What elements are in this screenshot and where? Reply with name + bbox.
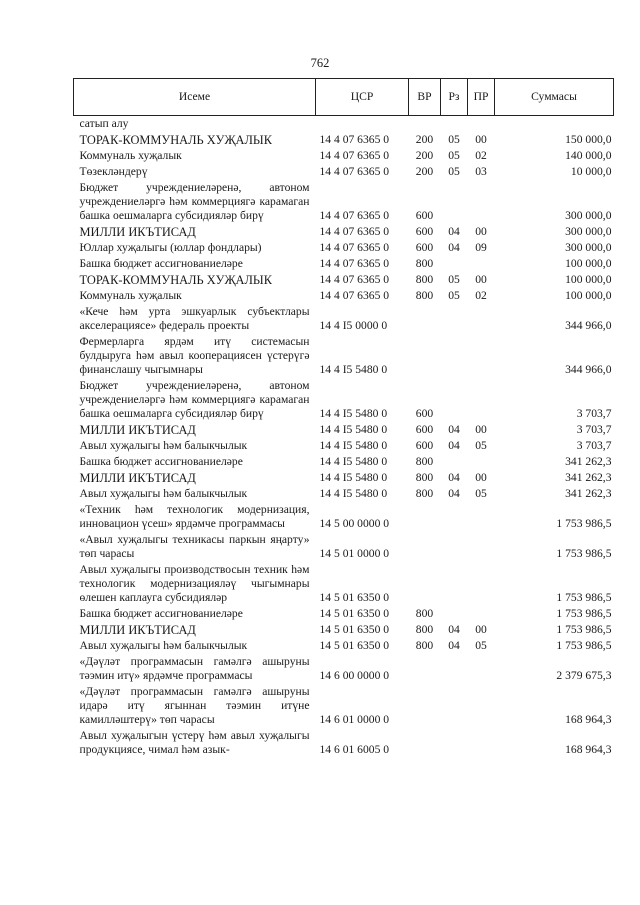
vr-code — [409, 334, 441, 378]
table-row — [74, 378, 614, 422]
csr-code: 14 4 I5 5480 0 — [319, 423, 388, 436]
vr-code: 800 — [415, 471, 434, 484]
table-row — [74, 224, 614, 240]
item-name: «Дәүләт программасын гамәлгә ашыруны тәэмин итү» ярдәмче программасы — [79, 655, 310, 682]
item-name: «Кече һәм урта эшкуарлык субъектлары акселерациясе» федераль проекты — [79, 305, 310, 332]
vr-code — [409, 502, 441, 532]
amount: 341 262,3 — [565, 471, 612, 484]
csr-code: 14 4 I5 5480 0 — [319, 487, 388, 500]
csr-code: 14 4 07 6365 0 — [319, 149, 390, 162]
pr-code: 00 — [475, 471, 487, 484]
item-name: «Дәүләт программасын гамәлгә ашыруны идарә итү ягыннан тәэмин итүне камилләштерү» төп чарасы — [79, 685, 310, 726]
rz-code — [441, 606, 468, 622]
vr-code: 800 — [415, 455, 434, 468]
amount: 150 000,0 — [565, 133, 612, 146]
rz-code — [441, 116, 468, 133]
vr-code — [409, 116, 441, 133]
column-header-sum: Суммасы — [495, 79, 614, 116]
csr-code: 14 4 07 6365 0 — [319, 241, 390, 254]
pr-code: 00 — [475, 273, 487, 286]
csr-code: 14 6 01 6005 0 — [319, 743, 390, 756]
table-row — [74, 240, 614, 256]
csr-code: 14 4 07 6365 0 — [319, 165, 390, 178]
pr-code — [468, 684, 495, 728]
table-row — [74, 470, 614, 486]
rz-code — [441, 532, 468, 562]
column-header-csr: ЦСР — [316, 79, 409, 116]
csr-code: 14 4 07 6365 0 — [319, 225, 390, 238]
table-header — [74, 79, 614, 116]
pr-code: 05 — [475, 639, 487, 652]
rz-code — [441, 684, 468, 728]
amount: 341 262,3 — [565, 455, 612, 468]
pr-code — [468, 256, 495, 272]
csr-code: 14 4 07 6365 0 — [319, 257, 390, 270]
table-row — [74, 288, 614, 304]
rz-code — [441, 654, 468, 684]
item-name: Авыл хуҗалыгы производствосын техник һәм технологик модернизацияләү чыгымнары өлешен каплауга субсидияләр — [79, 563, 310, 604]
amount: 140 000,0 — [565, 149, 612, 162]
item-name: «Авыл хуҗалыгы техникасы паркын яңарту» төп чарасы — [79, 533, 310, 560]
table-row — [74, 334, 614, 378]
amount: 100 000,0 — [565, 273, 612, 286]
rz-code — [441, 180, 468, 224]
csr-code: 14 4 I5 5480 0 — [319, 439, 388, 452]
amount: 1 753 986,5 — [556, 547, 612, 560]
amount: 1 753 986,5 — [556, 517, 612, 530]
pr-code: 05 — [475, 439, 487, 452]
table-row — [74, 654, 614, 684]
pr-code: 00 — [475, 623, 487, 636]
table-row — [74, 502, 614, 532]
amount: 1 753 986,5 — [556, 639, 612, 652]
amount: 300 000,0 — [565, 241, 612, 254]
item-name: Бюджет учреждениеләренә, автоном учреждениеләргә һәм коммерциягә карамаган башка оешмаларга субсидияләр бирү — [79, 181, 310, 222]
pr-code — [468, 334, 495, 378]
rz-code — [441, 454, 468, 470]
column-header-vr: ВР — [409, 79, 441, 116]
csr-code: 14 6 01 0000 0 — [319, 713, 390, 726]
page-number: 762 — [310, 56, 330, 70]
csr-code: 14 5 01 6350 0 — [319, 607, 390, 620]
rz-code: 04 — [448, 439, 460, 452]
rz-code: 04 — [448, 241, 460, 254]
item-name: МИЛЛИ ИКЪТИСАД — [79, 225, 196, 239]
vr-code: 200 — [415, 165, 434, 178]
csr-code: 14 4 I5 5480 0 — [319, 407, 388, 420]
pr-code: 02 — [475, 149, 487, 162]
csr-code: 14 4 I5 5480 0 — [319, 455, 388, 468]
rz-code: 04 — [448, 225, 460, 238]
table-row — [74, 132, 614, 148]
rz-code — [441, 304, 468, 334]
column-header-name: Исеме — [74, 79, 316, 116]
vr-code: 600 — [415, 225, 434, 238]
csr-code: 14 4 07 6365 0 — [319, 289, 390, 302]
csr-code: 14 5 00 0000 0 — [319, 517, 390, 530]
amount: 1 753 986,5 — [556, 623, 612, 636]
vr-code — [409, 562, 441, 606]
table-row — [74, 562, 614, 606]
pr-code — [468, 532, 495, 562]
csr-code: 14 4 07 6365 0 — [319, 273, 390, 286]
rz-code: 05 — [448, 273, 460, 286]
rz-code — [441, 728, 468, 758]
rz-code — [441, 562, 468, 606]
amount: 168 964,3 — [565, 713, 612, 726]
item-name: Башка бюджет ассигнованиеләре — [79, 455, 243, 468]
pr-code — [468, 180, 495, 224]
rz-code: 05 — [448, 289, 460, 302]
item-name: ТОРАК-КОММУНАЛЬ ХУҖАЛЫК — [79, 133, 272, 147]
table-row — [74, 606, 614, 622]
amount: 1 753 986,5 — [556, 591, 612, 604]
item-name: МИЛЛИ ИКЪТИСАД — [79, 471, 196, 485]
amount: 341 262,3 — [565, 487, 612, 500]
amount: 300 000,0 — [565, 209, 612, 222]
rz-code: 05 — [448, 133, 460, 146]
item-name: Авыл хуҗалыгы һәм балыкчылык — [79, 487, 248, 500]
rz-code — [441, 502, 468, 532]
column-header-rz: Рз — [441, 79, 468, 116]
table-row — [74, 438, 614, 454]
vr-code: 600 — [415, 439, 434, 452]
table-body — [74, 116, 614, 759]
amount: 10 000,0 — [570, 165, 612, 178]
vr-code — [409, 684, 441, 728]
rz-code: 05 — [448, 149, 460, 162]
csr-code — [316, 116, 409, 133]
pr-code: 05 — [475, 487, 487, 500]
csr-code: 14 5 01 6350 0 — [319, 591, 390, 604]
amount — [495, 116, 614, 133]
vr-code — [409, 304, 441, 334]
pr-code: 09 — [475, 241, 487, 254]
pr-code: 00 — [475, 423, 487, 436]
rz-code — [441, 378, 468, 422]
amount: 3 703,7 — [576, 407, 612, 420]
table-row — [74, 684, 614, 728]
table-row — [74, 116, 614, 133]
table-row — [74, 454, 614, 470]
pr-code — [468, 502, 495, 532]
item-name: Башка бюджет ассигнованиеләре — [79, 257, 243, 270]
item-name: сатып алу — [79, 117, 129, 130]
pr-code: 03 — [475, 165, 487, 178]
vr-code: 800 — [415, 623, 434, 636]
item-name: «Техник һәм технологик модернизация, инновацион үсеш» ярдәмче программасы — [79, 503, 310, 530]
amount: 168 964,3 — [565, 743, 612, 756]
item-name: Юллар хуҗалыгы (юллар фондлары) — [79, 241, 262, 254]
item-name: Коммуналь хуҗалык — [79, 289, 182, 302]
pr-code — [468, 606, 495, 622]
rz-code: 04 — [448, 623, 460, 636]
pr-code: 00 — [475, 225, 487, 238]
vr-code: 600 — [415, 209, 434, 222]
vr-code: 800 — [415, 273, 434, 286]
amount: 3 703,7 — [576, 423, 612, 436]
amount: 1 753 986,5 — [556, 607, 612, 620]
csr-code: 14 6 00 0000 0 — [319, 669, 390, 682]
amount: 2 379 675,3 — [556, 669, 612, 682]
item-name: Фермерларга ярдәм итү системасын булдыруга һәм авыл кооперациясен үстерүгә финанслашу чыгымнары — [79, 335, 310, 376]
pr-code — [468, 454, 495, 470]
vr-code — [409, 728, 441, 758]
vr-code: 600 — [415, 241, 434, 254]
rz-code — [441, 256, 468, 272]
pr-code — [468, 304, 495, 334]
amount: 100 000,0 — [565, 289, 612, 302]
csr-code: 14 4 07 6365 0 — [319, 133, 390, 146]
vr-code: 600 — [415, 407, 434, 420]
vr-code: 200 — [415, 149, 434, 162]
rz-code: 04 — [448, 639, 460, 652]
vr-code: 600 — [415, 423, 434, 436]
vr-code: 800 — [415, 487, 434, 500]
item-name: Коммуналь хуҗалык — [79, 149, 182, 162]
item-name: Төзекләндерү — [79, 165, 148, 178]
amount: 344 966,0 — [565, 319, 612, 332]
pr-code: 02 — [475, 289, 487, 302]
table-row — [74, 728, 614, 758]
csr-code: 14 5 01 6350 0 — [319, 623, 390, 636]
pr-code: 00 — [475, 133, 487, 146]
table-row — [74, 148, 614, 164]
csr-code: 14 4 I5 5480 0 — [319, 363, 388, 376]
table-row — [74, 622, 614, 638]
pr-code — [468, 378, 495, 422]
item-name: МИЛЛИ ИКЪТИСАД — [79, 623, 196, 637]
table-row — [74, 486, 614, 502]
csr-code: 14 5 01 0000 0 — [319, 547, 390, 560]
item-name: Авыл хуҗалыгы һәм балыкчылык — [79, 639, 248, 652]
vr-code: 800 — [415, 639, 434, 652]
item-name: Бюджет учреждениеләренә, автоном учреждениеләргә һәм коммерциягә карамаган башка оешмаларга субсидияләр бирү — [79, 379, 310, 420]
table-row — [74, 256, 614, 272]
table-row — [74, 422, 614, 438]
rz-code: 04 — [448, 423, 460, 436]
amount: 300 000,0 — [565, 225, 612, 238]
rz-code: 04 — [448, 487, 460, 500]
amount: 344 966,0 — [565, 363, 612, 376]
table-row — [74, 638, 614, 654]
table-row — [74, 272, 614, 288]
pr-code — [468, 728, 495, 758]
csr-code: 14 4 07 6365 0 — [319, 209, 390, 222]
item-name: Башка бюджет ассигнованиеләре — [79, 607, 243, 620]
csr-code: 14 5 01 6350 0 — [319, 639, 390, 652]
vr-code — [409, 532, 441, 562]
pr-code — [468, 562, 495, 606]
vr-code — [409, 654, 441, 684]
vr-code: 200 — [415, 133, 434, 146]
table-row — [74, 180, 614, 224]
rz-code: 04 — [448, 471, 460, 484]
table-row — [74, 304, 614, 334]
column-header-pr: ПР — [468, 79, 495, 116]
pr-code — [468, 116, 495, 133]
amount: 3 703,7 — [576, 439, 612, 452]
csr-code: 14 4 I5 5480 0 — [319, 471, 388, 484]
vr-code: 800 — [415, 257, 434, 270]
item-name: Авыл хуҗалыгы һәм балыкчылык — [79, 439, 248, 452]
pr-code — [468, 654, 495, 684]
budget-table — [73, 78, 614, 758]
rz-code: 05 — [448, 165, 460, 178]
item-name: Авыл хуҗалыгын үстерү һәм авыл хуҗалыгы продукциясе, чимал һәм азык- — [79, 729, 310, 756]
item-name: ТОРАК-КОММУНАЛЬ ХУҖАЛЫК — [79, 273, 272, 287]
table-row — [74, 164, 614, 180]
csr-code: 14 4 I5 0000 0 — [319, 319, 388, 332]
item-name: МИЛЛИ ИКЪТИСАД — [79, 423, 196, 437]
vr-code: 800 — [415, 607, 434, 620]
vr-code: 800 — [415, 289, 434, 302]
table-row — [74, 532, 614, 562]
rz-code — [441, 334, 468, 378]
amount: 100 000,0 — [565, 257, 612, 270]
